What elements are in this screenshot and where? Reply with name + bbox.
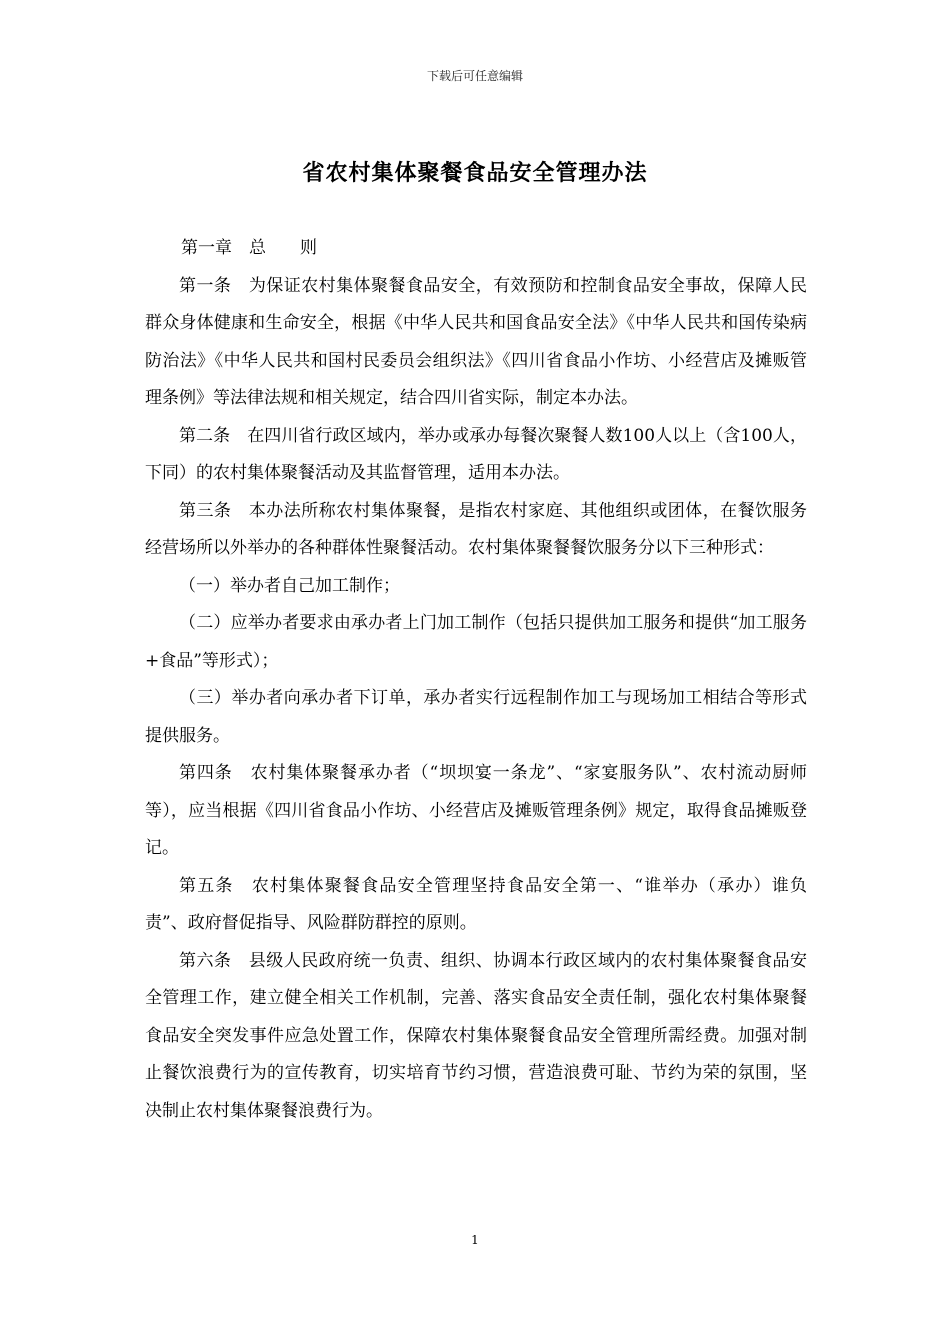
article-5: 第五条 农村集体聚餐食品安全管理坚持食品安全第一、“谁举办（承办）谁负责”、政府督促指导、风险群防群控的原则。: [145, 875, 807, 933]
article-3-item-3: （三）举办者向承办者下订单，承办者实行远程制作加工与现场加工相结合等形式提供服务。: [145, 688, 807, 746]
article-3: 第三条 本办法所称农村集体聚餐，是指农村家庭、其他组织或团体，在餐饮服务经营场所以外举办的各种群体性聚餐活动。农村集体聚餐餐饮服务分以下三种形式：: [145, 500, 807, 558]
article-4: 第四条 农村集体聚餐承办者（“坝坝宴一条龙”、“家宴服务队”、农村流动厨师等），应当根据《四川省食品小作坊、小经营店及摊贩管理条例》规定，取得食品摊贩登记。: [145, 763, 807, 858]
document-title: 省农村集体聚餐食品安全管理办法: [302, 160, 648, 186]
article-1: 第一条 为保证农村集体聚餐食品安全，有效预防和控制食品安全事故，保障人民群众身体健康和生命安全，根据《中华人民共和国食品安全法》《中华人民共和国传染病防治法》《中华人民共和国村民委员会组织法》《四川省食品小作坊、小经营店及摊贩管理条例》等法律法规和相关规定，结合四川省实际，制定本办法。: [145, 275, 807, 408]
article-6: 第六条 县级人民政府统一负责、组织、协调本行政区域内的农村集体聚餐食品安全管理工作，建立健全相关工作机制，完善、落实食品安全责任制，强化农村集体聚餐食品安全突发事件应急处置工作，保障农村集体聚餐食品安全管理所需经费。加强对制止餐饮浪费行为的宣传教育，切实培育节约习惯，营造浪费可耻、节约为荣的氛围，坚决制止农村集体聚餐浪费行为。: [145, 950, 807, 1121]
article-3-item-2: （二）应举办者要求由承办者上门加工制作（包括只提供加工服务和提供“加工服务+食品”等形式）；: [145, 613, 807, 671]
page-header: 下载后可任意编辑: [426, 69, 523, 83]
page-number: 1: [471, 1233, 479, 1247]
article-2: 第二条 在四川省行政区域内，举办或承办每餐次聚餐人数100人以上（含100人，下同）的农村集体聚餐活动及其监督管理，适用本办法。: [145, 425, 807, 483]
chapter-heading: 第一章 总 则: [181, 238, 317, 258]
article-3-item-1: （一）举办者自己加工制作；: [179, 575, 400, 596]
document-body: [145, 230, 807, 1130]
